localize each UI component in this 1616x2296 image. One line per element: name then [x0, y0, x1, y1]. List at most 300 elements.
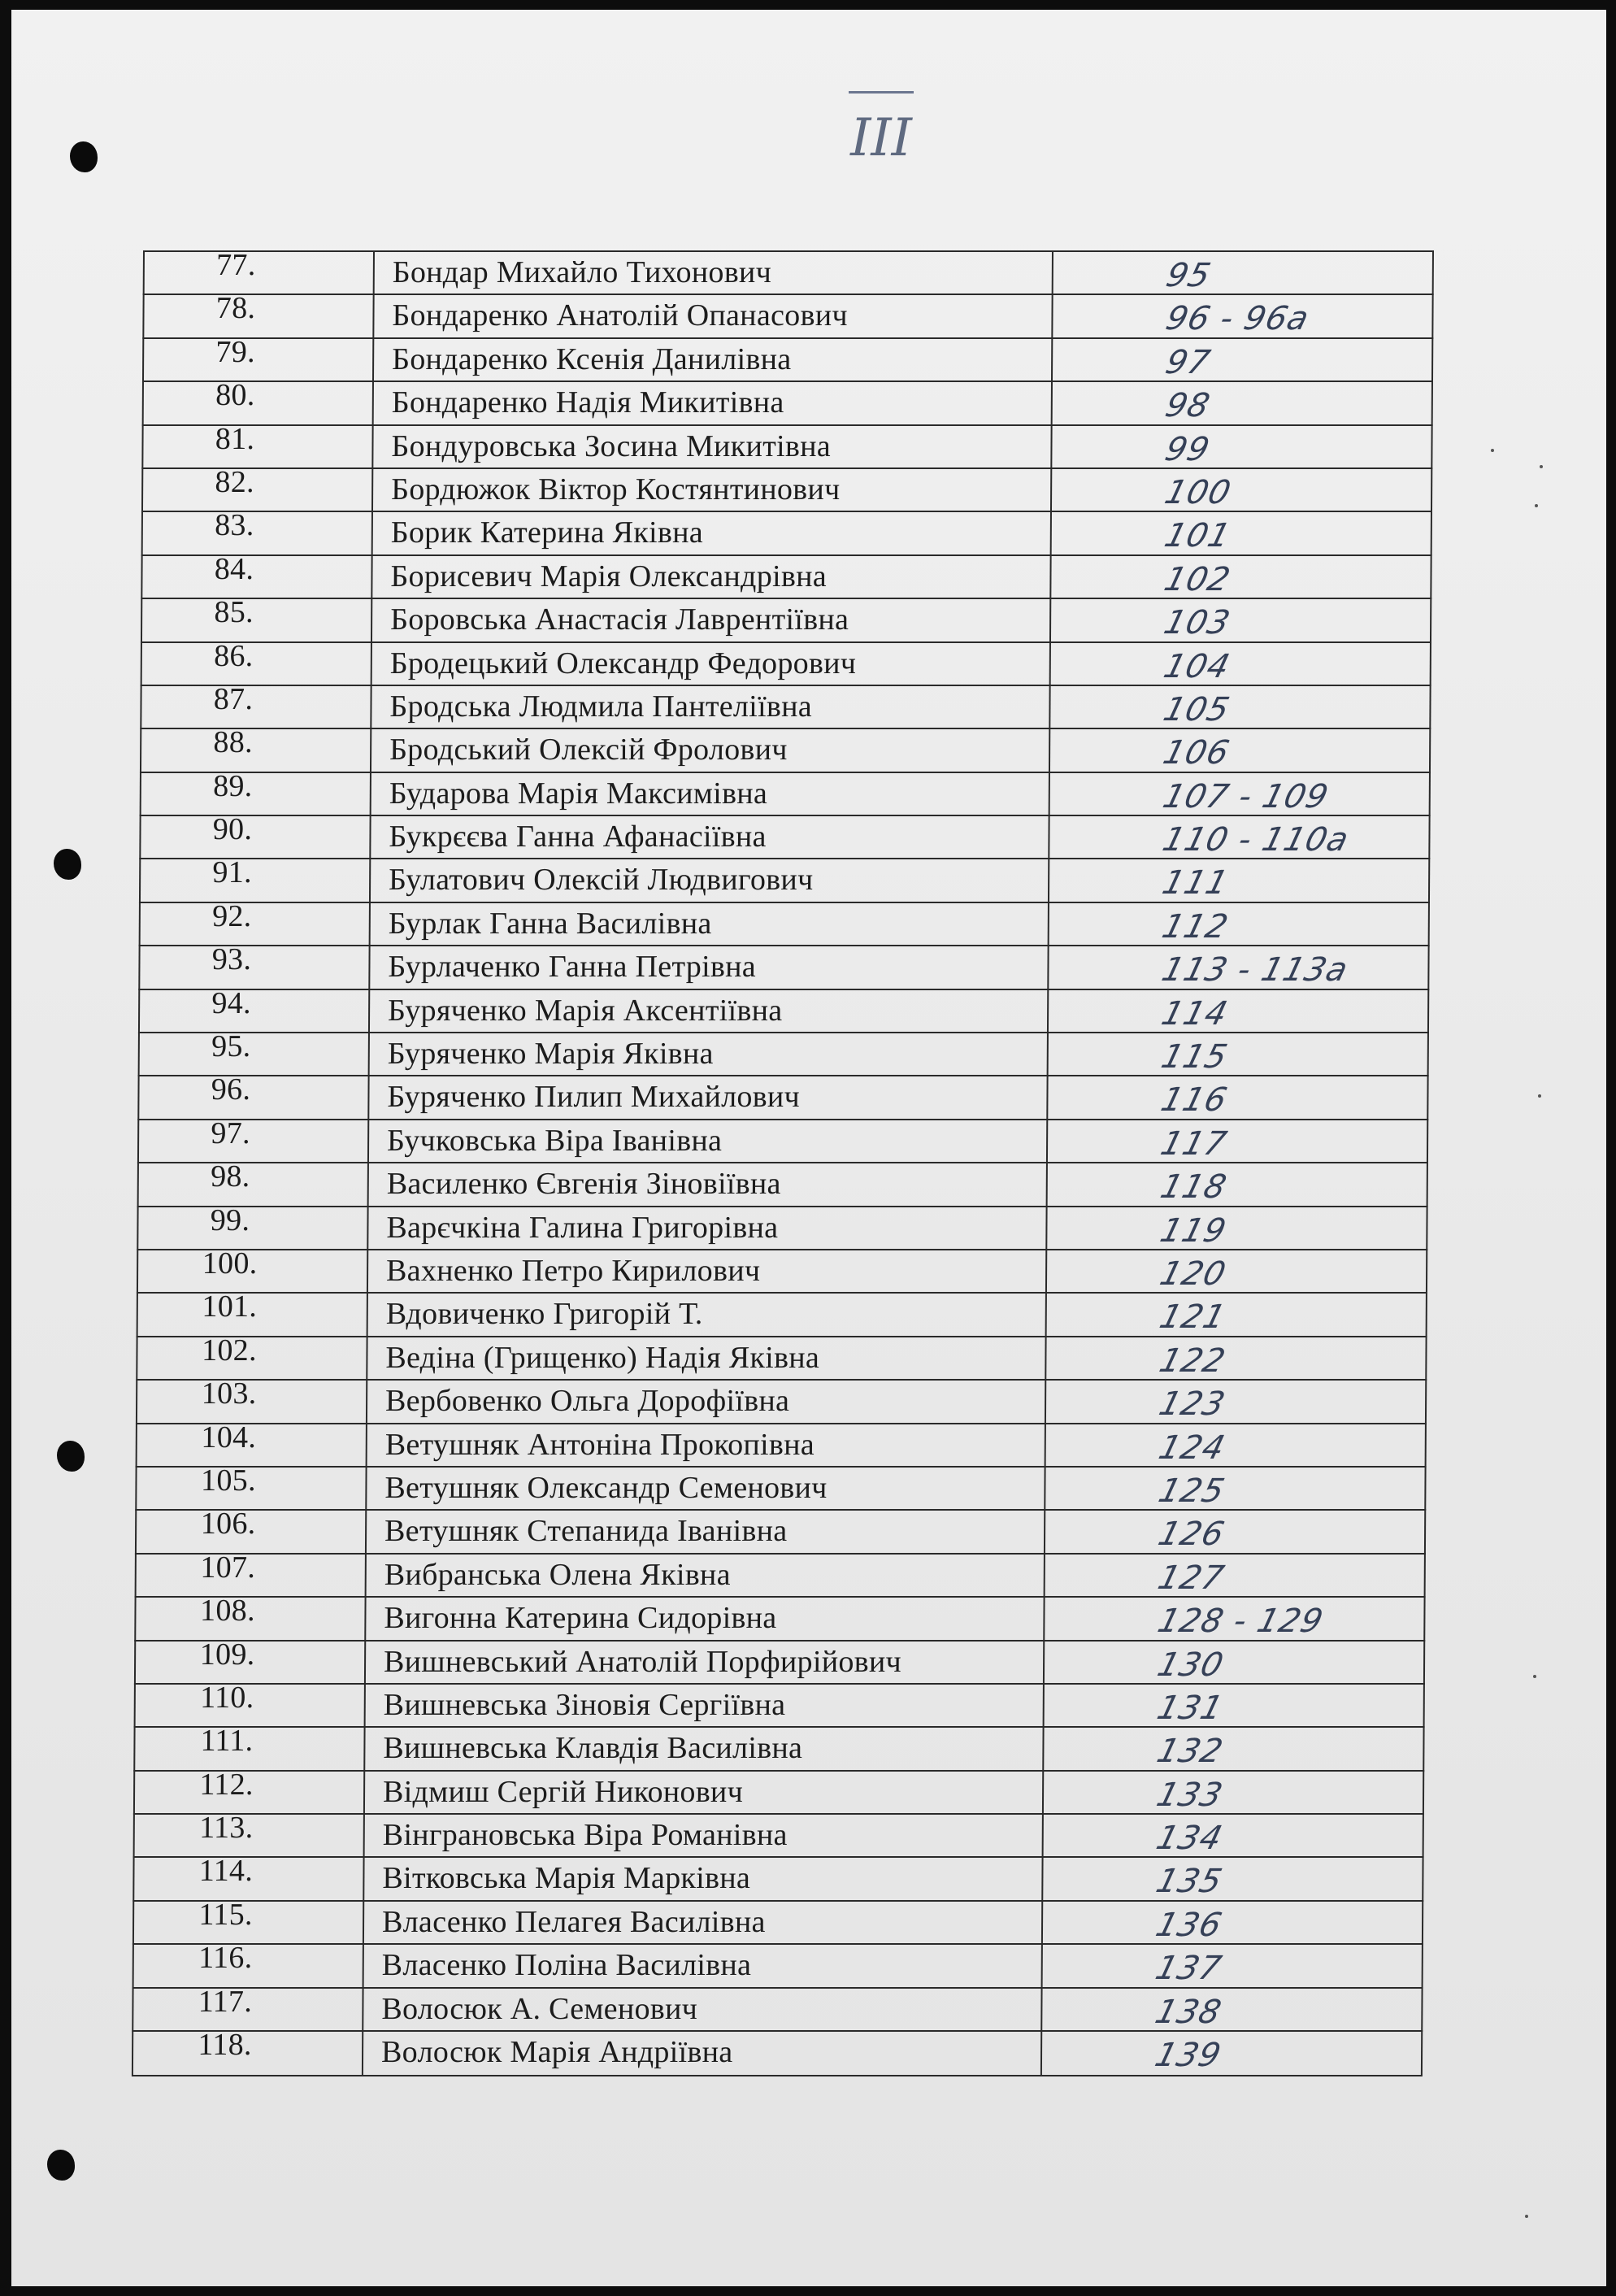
name-cell: [373, 426, 1052, 467]
row-number: 101.: [202, 1289, 258, 1324]
name-cell: [371, 816, 1049, 858]
row-number: 87.: [213, 681, 254, 716]
row-number-cell: [141, 768, 371, 815]
table-row: [138, 985, 1429, 1033]
handwritten-page-ref: 113 - 113а: [1158, 951, 1353, 989]
handwritten-page-ref: 139: [1151, 2037, 1226, 2075]
row-number-cell: [135, 1767, 365, 1813]
handwritten-page-ref: 103: [1160, 604, 1235, 642]
page-cell: [1049, 946, 1429, 988]
table-row: [132, 1854, 1423, 1901]
table-row: [135, 1507, 1426, 1554]
page-cell: [1049, 859, 1430, 901]
row-number-cell: [141, 681, 371, 728]
name-cell: [364, 1902, 1043, 1943]
page-cell: [1045, 1555, 1426, 1596]
table-row: [134, 1637, 1425, 1685]
scan-speck: [1533, 1675, 1536, 1678]
row-number: 113.: [199, 1811, 254, 1846]
row-number-cell: [135, 1724, 365, 1769]
name-cell: [367, 1337, 1046, 1379]
row-number-cell: [137, 1333, 367, 1379]
punch-hole: [47, 2150, 75, 2181]
row-number: 114.: [198, 1854, 254, 1889]
row-number: 104.: [201, 1420, 257, 1455]
page-cell: [1047, 1294, 1427, 1335]
page-cell: [1044, 1772, 1424, 1813]
punch-hole: [57, 1441, 85, 1472]
name-cell: [370, 946, 1049, 988]
page-cell: [1051, 599, 1431, 641]
name-cell: [371, 773, 1050, 815]
handwritten-page-ref: 115: [1157, 1038, 1232, 1076]
page-cell: [1046, 1381, 1427, 1422]
page-cell: [1043, 1902, 1423, 1943]
table-row: [132, 1941, 1423, 1988]
person-name: Волосюк А. Семенович: [381, 1991, 698, 2026]
handwritten-page-ref: 116: [1157, 1081, 1232, 1120]
table-row: [141, 464, 1432, 512]
page-cell: [1053, 339, 1433, 380]
table-row: [137, 1159, 1428, 1207]
row-number: 82.: [215, 464, 255, 499]
handwritten-page-ref: 98: [1161, 387, 1214, 425]
register-table: [132, 250, 1434, 2076]
row-number: 115.: [198, 1897, 253, 1932]
table-row: [136, 1420, 1427, 1468]
row-number: 83.: [215, 508, 254, 543]
person-name: Бродська Людмила Пантеліївна: [389, 689, 813, 724]
table-row: [135, 1463, 1426, 1511]
row-number-cell: [133, 1984, 363, 2030]
handwritten-page-ref: 104: [1159, 647, 1235, 685]
table-row: [141, 551, 1431, 599]
table-row: [138, 942, 1429, 989]
person-name: Вахненко Петро Кирилович: [385, 1253, 761, 1288]
row-number-cell: [141, 855, 371, 901]
handwritten-page-ref: 119: [1156, 1211, 1231, 1250]
row-number: 84.: [214, 551, 254, 586]
table-row: [137, 1202, 1427, 1250]
row-number-cell: [143, 508, 373, 554]
handwritten-page-ref: 95: [1162, 257, 1215, 294]
row-number: 91.: [212, 855, 253, 890]
scan-speck: [1540, 465, 1543, 468]
row-number: 105.: [201, 1463, 256, 1498]
person-name: Василенко Євгенія Зіновіївна: [386, 1167, 781, 1202]
name-cell: [367, 1555, 1045, 1596]
person-name: Борисевич Марія Олександрівна: [390, 559, 828, 594]
handwritten-page-ref: 134: [1152, 1820, 1227, 1858]
row-number-cell: [137, 1420, 367, 1466]
person-name: Буряченко Марія Аксентіївна: [387, 993, 783, 1028]
name-cell: [372, 556, 1051, 598]
row-number-cell: [136, 1680, 366, 1726]
name-cell: [371, 903, 1049, 945]
row-number-cell: [144, 334, 374, 380]
handwritten-page-ref: 123: [1155, 1385, 1230, 1424]
row-number: 103.: [201, 1376, 257, 1411]
table-row: [132, 2028, 1423, 2075]
row-number-cell: [138, 1202, 368, 1249]
row-number-cell: [145, 248, 375, 294]
row-number-cell: [134, 1854, 364, 1899]
row-number-cell: [134, 1897, 364, 1943]
handwritten-page-ref: 97: [1162, 343, 1214, 381]
table-row: [134, 1594, 1425, 1641]
person-name: Власенко Поліна Василівна: [381, 1948, 752, 1983]
row-number: 81.: [215, 421, 255, 456]
name-cell: [368, 1294, 1047, 1335]
person-name: Вишневська Зіновія Сергіївна: [383, 1687, 786, 1722]
table-row: [139, 855, 1430, 902]
person-name: Буряченко Пилип Михайлович: [387, 1080, 801, 1115]
name-cell: [373, 469, 1052, 511]
page-cell: [1044, 1815, 1424, 1856]
name-cell: [368, 1207, 1047, 1249]
person-name: Ветушняк Степанида Іванівна: [384, 1514, 788, 1549]
page-cell: [1050, 773, 1431, 815]
person-name: Ведіна (Грищенко) Надія Яківна: [385, 1340, 820, 1375]
handwritten-page-ref: 131: [1153, 1689, 1227, 1727]
person-name: Відмиш Сергій Никонович: [382, 1774, 744, 1809]
row-number: 96.: [211, 1072, 251, 1107]
table-row: [137, 1072, 1428, 1120]
person-name: Бондуровська Зосина Микитівна: [391, 428, 832, 463]
handwritten-page-ref: 128 - 129: [1153, 1602, 1327, 1641]
person-name: Бондаренко Надія Микитівна: [391, 385, 784, 420]
table-row: [142, 378, 1433, 425]
row-number: 77.: [216, 248, 256, 282]
row-number-cell: [134, 1941, 364, 1986]
row-number-cell: [144, 378, 374, 424]
table-row: [137, 1289, 1427, 1337]
row-number-cell: [137, 1376, 367, 1422]
handwritten-page-ref: 130: [1153, 1646, 1228, 1684]
row-number: 88.: [213, 725, 254, 760]
handwritten-page-ref: 118: [1156, 1168, 1231, 1207]
row-number: 99.: [210, 1202, 250, 1237]
row-number-cell: [140, 1029, 370, 1075]
row-number-cell: [141, 812, 371, 858]
table-row: [141, 508, 1432, 555]
row-number-cell: [135, 1811, 365, 1856]
name-cell: [363, 1989, 1042, 2030]
table-row: [135, 1550, 1426, 1598]
name-cell: [364, 1858, 1043, 1899]
name-cell: [364, 1945, 1043, 1986]
name-cell: [371, 729, 1050, 771]
name-cell: [365, 1772, 1044, 1813]
page-cell: [1048, 1076, 1428, 1118]
handwritten-page-ref: 133: [1153, 1776, 1227, 1814]
handwritten-page-ref: 120: [1156, 1255, 1231, 1293]
row-number: 117.: [198, 1984, 253, 2019]
handwritten-page-ref: 102: [1160, 560, 1235, 598]
row-number: 78.: [215, 291, 256, 326]
scan-speck: [1525, 2215, 1528, 2218]
page-cell: [1053, 252, 1434, 294]
row-number: 94.: [211, 985, 252, 1020]
name-cell: [371, 686, 1050, 728]
name-cell: [374, 295, 1053, 337]
handwritten-page-ref: 135: [1152, 1863, 1227, 1901]
name-cell: [371, 859, 1049, 901]
person-name: Власенко Пелагея Василівна: [381, 1904, 766, 1939]
name-cell: [372, 643, 1051, 685]
name-cell: [367, 1381, 1046, 1422]
row-number-cell: [142, 551, 372, 598]
name-cell: [366, 1598, 1045, 1639]
table-row: [133, 1724, 1424, 1771]
handwritten-page-ref: 121: [1155, 1298, 1230, 1337]
row-number: 107.: [200, 1550, 256, 1585]
row-number-cell: [133, 2028, 363, 2075]
row-number: 108.: [199, 1594, 255, 1629]
row-number: 92.: [212, 898, 252, 933]
name-cell: [367, 1468, 1045, 1509]
row-number: 100.: [202, 1246, 258, 1281]
row-number-cell: [141, 898, 371, 945]
page-cell: [1045, 1468, 1426, 1509]
name-cell: [370, 1033, 1049, 1075]
person-name: Вигонна Катерина Сидорівна: [384, 1601, 777, 1636]
row-number-cell: [141, 725, 371, 771]
page-cell: [1049, 990, 1429, 1032]
handwritten-page-ref: 125: [1154, 1472, 1229, 1510]
handwritten-page-ref: 126: [1154, 1515, 1229, 1554]
name-cell: [368, 1250, 1047, 1292]
row-number-cell: [142, 595, 372, 641]
handwritten-page-ref: 107 - 109: [1158, 777, 1333, 815]
name-cell: [366, 1685, 1045, 1726]
page-cell: [1051, 643, 1431, 685]
person-name: Волосюк Марія Андріївна: [380, 2035, 733, 2070]
person-name: Бондар Михайло Тихонович: [392, 255, 772, 289]
page-cell: [1049, 903, 1430, 945]
handwritten-page-ref: 124: [1154, 1428, 1229, 1467]
page-cell: [1052, 512, 1432, 554]
row-number-cell: [139, 1115, 369, 1162]
row-number: 90.: [212, 812, 253, 847]
page-cell: [1052, 426, 1432, 467]
page-cell: [1044, 1728, 1424, 1769]
row-number-cell: [137, 1507, 367, 1552]
person-name: Бучковська Віра Іванівна: [386, 1123, 723, 1158]
row-number-cell: [142, 638, 372, 685]
handwritten-page-ref: 127: [1153, 1559, 1228, 1597]
row-number: 116.: [198, 1941, 253, 1976]
page-number: III: [849, 91, 914, 183]
row-number: 89.: [213, 768, 253, 803]
person-name: Ветушняк Олександр Семенович: [384, 1470, 828, 1505]
row-number: 95.: [211, 1029, 251, 1064]
name-cell: [374, 339, 1053, 380]
person-name: Бондаренко Ксенія Данилівна: [392, 341, 792, 376]
person-name: Ветушняк Антоніна Прокопівна: [384, 1427, 815, 1462]
person-name: Бордюжок Віктор Костянтинович: [391, 472, 841, 507]
page-cell: [1043, 1858, 1423, 1899]
person-name: Вишневська Клавдія Василівна: [383, 1731, 803, 1766]
page-cell: [1045, 1642, 1425, 1683]
handwritten-page-ref: 100: [1161, 473, 1236, 511]
table-row: [141, 421, 1432, 469]
row-number-cell: [138, 1289, 368, 1335]
row-number-cell: [139, 1159, 369, 1205]
page-cell: [1043, 1945, 1423, 1986]
page-cell: [1053, 295, 1433, 337]
handwritten-page-ref: 112: [1158, 907, 1233, 946]
row-number: 79.: [215, 334, 256, 369]
handwritten-page-ref: 136: [1152, 1906, 1227, 1944]
name-cell: [373, 512, 1052, 554]
name-cell: [374, 382, 1053, 424]
handwritten-page-ref: 96 - 96а: [1162, 300, 1314, 338]
punch-hole: [70, 141, 98, 172]
page-cell: [1048, 1163, 1428, 1205]
name-cell: [369, 1163, 1048, 1205]
table-row: [143, 248, 1434, 295]
person-name: Бударова Марія Максимівна: [389, 776, 768, 811]
row-number: 80.: [215, 378, 255, 413]
table-row: [140, 725, 1431, 772]
table-row: [134, 1680, 1425, 1728]
handwritten-page-ref: 138: [1151, 1993, 1226, 2031]
table-row: [136, 1376, 1427, 1424]
page-cell: [1047, 1250, 1427, 1292]
person-name: Вінграновська Віра Романівна: [382, 1818, 788, 1853]
page-cell: [1050, 686, 1431, 728]
page-cell: [1042, 1989, 1423, 2030]
scan-speck: [1538, 1094, 1541, 1098]
row-number-cell: [143, 421, 373, 467]
row-number: 110.: [200, 1680, 254, 1715]
page-cell: [1042, 2032, 1423, 2075]
page-cell: [1051, 556, 1431, 598]
page-cell: [1045, 1598, 1425, 1639]
table-row: [139, 898, 1430, 946]
table-row: [138, 1029, 1429, 1076]
page-cell: [1045, 1511, 1426, 1552]
handwritten-page-ref: 114: [1158, 994, 1232, 1033]
row-number-cell: [144, 291, 374, 337]
row-number: 109.: [199, 1637, 255, 1672]
document-page: [11, 10, 1606, 2286]
punch-hole: [54, 849, 81, 880]
page-cell: [1050, 729, 1431, 771]
row-number-cell: [139, 1072, 369, 1118]
table-row: [133, 1811, 1424, 1858]
table-row: [132, 1897, 1423, 1945]
row-number-cell: [137, 1463, 367, 1509]
person-name: Вишневський Анатолій Порфирійович: [383, 1644, 902, 1679]
table-row: [140, 681, 1431, 729]
handwritten-page-ref: 132: [1153, 1733, 1227, 1771]
person-name: Боровська Анастасія Лаврентіївна: [390, 602, 849, 637]
person-name: Бродецький Олександр Федорович: [389, 646, 857, 681]
scan-speck: [1535, 504, 1538, 507]
row-number: 86.: [214, 638, 254, 673]
person-name: Вибранська Олена Яківна: [384, 1557, 731, 1592]
row-number-cell: [136, 1594, 366, 1639]
page-cell: [1049, 1033, 1429, 1075]
table-row: [132, 1984, 1423, 2032]
name-cell: [369, 1076, 1048, 1118]
table-row: [137, 1246, 1427, 1294]
person-name: Вербовенко Ольга Дорофіївна: [384, 1384, 790, 1419]
row-number-cell: [143, 464, 373, 511]
page-cell: [1046, 1424, 1427, 1466]
person-name: Борик Катерина Яківна: [390, 515, 704, 550]
page-cell: [1049, 816, 1430, 858]
handwritten-page-ref: 122: [1155, 1342, 1230, 1380]
name-cell: [365, 1815, 1044, 1856]
row-number: 112.: [199, 1767, 254, 1802]
name-cell: [366, 1642, 1045, 1683]
person-name: Вдовиченко Григорій Т.: [385, 1297, 703, 1332]
row-number: 97.: [211, 1115, 251, 1150]
page-cell: [1045, 1685, 1425, 1726]
table-row: [139, 812, 1430, 859]
name-cell: [363, 2032, 1042, 2075]
table-row: [141, 595, 1431, 642]
table-row: [140, 768, 1431, 816]
row-number: 111.: [200, 1724, 254, 1759]
name-cell: [370, 990, 1049, 1032]
name-cell: [365, 1728, 1044, 1769]
handwritten-page-ref: 99: [1161, 430, 1214, 468]
page-cell: [1048, 1120, 1428, 1162]
page-cell: [1052, 469, 1432, 511]
handwritten-page-ref: 101: [1160, 517, 1236, 555]
row-number: 102.: [202, 1333, 257, 1368]
page-cell: [1047, 1207, 1427, 1249]
table-row: [141, 638, 1431, 686]
person-name: Бродський Олексій Фролович: [389, 733, 788, 768]
person-name: Вітковська Марія Марківна: [382, 1861, 751, 1896]
table-row: [137, 1115, 1428, 1163]
handwritten-page-ref: 106: [1159, 734, 1234, 772]
name-cell: [375, 252, 1053, 294]
row-number: 106.: [200, 1507, 256, 1542]
scan-speck: [1491, 449, 1494, 452]
table-row: [133, 1767, 1424, 1815]
row-number-cell: [136, 1637, 366, 1683]
person-name: Буряченко Марія Яківна: [387, 1037, 714, 1072]
table-row: [142, 334, 1433, 382]
page-cell: [1046, 1337, 1427, 1379]
row-number: 93.: [211, 942, 252, 977]
person-name: Бурлаченко Ганна Петрівна: [388, 950, 757, 985]
handwritten-page-ref: 137: [1151, 1950, 1226, 1988]
person-name: Булатович Олексій Людвигович: [389, 863, 814, 898]
row-number-cell: [138, 1246, 368, 1292]
name-cell: [367, 1424, 1046, 1466]
person-name: Варєчкіна Галина Григорівна: [386, 1210, 779, 1245]
row-number: 85.: [214, 595, 254, 630]
person-name: Бондаренко Анатолій Опанасович: [392, 298, 848, 333]
row-number: 98.: [211, 1159, 250, 1194]
page-cell: [1053, 382, 1433, 424]
handwritten-page-ref: 110 - 110а: [1158, 821, 1353, 859]
name-cell: [372, 599, 1051, 641]
table-row: [142, 291, 1433, 338]
row-number-cell: [140, 942, 370, 988]
table-row: [136, 1333, 1427, 1381]
handwritten-page-ref: 105: [1159, 690, 1234, 728]
name-cell: [369, 1120, 1048, 1162]
row-number-cell: [140, 985, 370, 1032]
